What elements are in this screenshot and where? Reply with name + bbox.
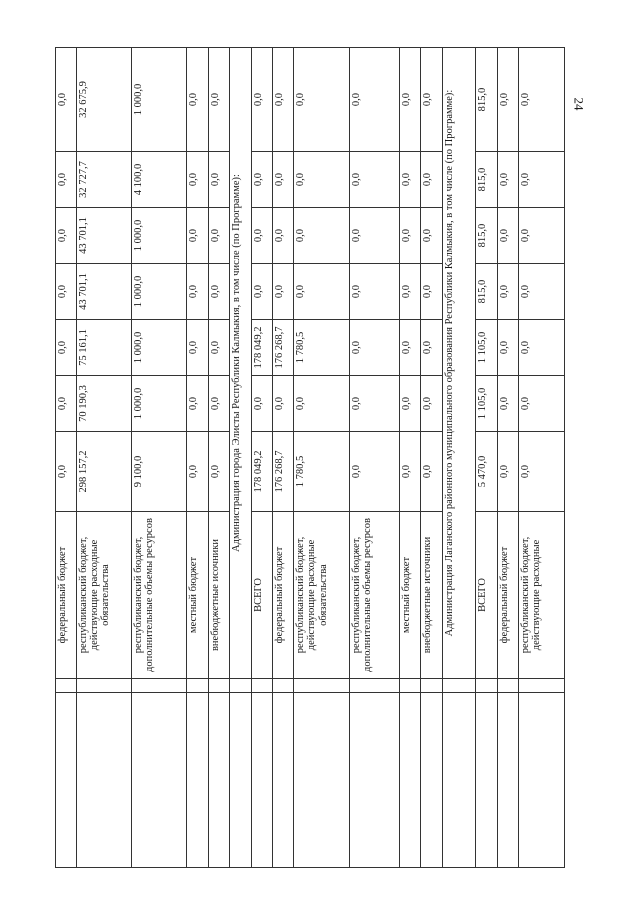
amount-cell: 0,0 [187, 208, 208, 264]
table-row [294, 48, 349, 868]
amount-cell: 43 701,1 [77, 264, 132, 320]
amount-cell: 0,0 [497, 264, 518, 320]
amount-cell: 0,0 [251, 208, 272, 264]
amount-cell: 298 157,2 [77, 432, 132, 512]
amount-cell: 176 268,7 [273, 320, 294, 376]
empty-cell [251, 679, 272, 693]
amount-cell: 0,0 [251, 376, 272, 432]
amount-cell: 176 268,7 [273, 432, 294, 512]
amount-cell: 0,0 [421, 320, 442, 376]
empty-cell [77, 679, 132, 693]
amount-cell: 0,0 [187, 320, 208, 376]
amount-cell: 1 000,0 [132, 48, 187, 152]
amount-cell: 815,0 [476, 264, 497, 320]
amount-cell: 0,0 [497, 152, 518, 208]
table-row [251, 48, 272, 868]
amount-cell: 0,0 [349, 320, 399, 376]
amount-cell: 5 470,0 [476, 432, 497, 512]
empty-cell [132, 679, 187, 693]
budget-table [55, 47, 565, 868]
empty-cell [497, 679, 518, 693]
table-row [208, 48, 229, 868]
amount-cell: 9 100,0 [132, 432, 187, 512]
amount-cell: 4 100,0 [132, 152, 187, 208]
empty-cell [476, 679, 497, 693]
amount-cell: 43 701,1 [77, 208, 132, 264]
amount-cell: 815,0 [476, 48, 497, 152]
funding-source-cell: республиканский бюджет, действующие расходные обязательства [294, 512, 349, 679]
section-header: Администрация Лаганского районного муниципального образования Республики Калмыкия, в том числе (по Программе): [442, 48, 476, 679]
empty-cell [208, 693, 229, 868]
amount-cell: 0,0 [208, 264, 229, 320]
amount-cell: 0,0 [294, 376, 349, 432]
table-body [56, 48, 565, 868]
table-row [399, 48, 420, 868]
amount-cell: 0,0 [273, 208, 294, 264]
amount-cell: 0,0 [399, 208, 420, 264]
amount-cell: 0,0 [399, 48, 420, 152]
amount-cell: 0,0 [294, 48, 349, 152]
table-row [273, 48, 294, 868]
funding-source-cell: федеральный бюджет [56, 512, 77, 679]
empty-cell [294, 679, 349, 693]
empty-cell [77, 693, 132, 868]
empty-cell [187, 693, 208, 868]
amount-cell: 0,0 [399, 376, 420, 432]
amount-cell: 0,0 [421, 208, 442, 264]
amount-cell: 0,0 [208, 432, 229, 512]
amount-cell: 1 780,5 [294, 432, 349, 512]
funding-source-cell: федеральный бюджет [497, 512, 518, 679]
empty-cell [56, 693, 77, 868]
amount-cell: 0,0 [349, 376, 399, 432]
amount-cell: 70 190,3 [77, 376, 132, 432]
amount-cell: 0,0 [421, 48, 442, 152]
empty-cell [399, 693, 420, 868]
amount-cell: 0,0 [421, 376, 442, 432]
empty-cell [132, 693, 187, 868]
amount-cell: 0,0 [294, 264, 349, 320]
amount-cell: 0,0 [349, 208, 399, 264]
amount-cell: 0,0 [208, 48, 229, 152]
funding-source-cell: федеральный бюджет [273, 512, 294, 679]
table-row [519, 48, 565, 868]
amount-cell: 0,0 [497, 48, 518, 152]
amount-cell: 0,0 [399, 264, 420, 320]
empty-cell [349, 693, 399, 868]
amount-cell: 0,0 [349, 432, 399, 512]
amount-cell: 0,0 [208, 208, 229, 264]
amount-cell: 0,0 [187, 48, 208, 152]
empty-cell [187, 679, 208, 693]
amount-cell: 32 675,9 [77, 48, 132, 152]
empty-cell [230, 693, 251, 868]
section-header: Администрация города Элисты Республики Калмыкия, в том числе (по Программе): [230, 48, 251, 679]
amount-cell: 0,0 [399, 432, 420, 512]
amount-cell: 0,0 [56, 432, 77, 512]
amount-cell: 0,0 [497, 376, 518, 432]
amount-cell: 0,0 [519, 152, 565, 208]
amount-cell: 0,0 [273, 376, 294, 432]
amount-cell: 0,0 [399, 152, 420, 208]
empty-cell [421, 679, 442, 693]
amount-cell: 32 727,7 [77, 152, 132, 208]
amount-cell: 0,0 [349, 264, 399, 320]
amount-cell: 75 161,1 [77, 320, 132, 376]
amount-cell: 0,0 [294, 152, 349, 208]
funding-source-cell: республиканский бюджет, действующие расходные обязательства [77, 512, 132, 679]
amount-cell: 815,0 [476, 152, 497, 208]
amount-cell: 0,0 [56, 376, 77, 432]
amount-cell: 0,0 [519, 208, 565, 264]
table-row [349, 48, 399, 868]
empty-cell [294, 693, 349, 868]
amount-cell: 0,0 [56, 320, 77, 376]
empty-cell [421, 693, 442, 868]
amount-cell: 0,0 [251, 152, 272, 208]
amount-cell: 1 000,0 [132, 264, 187, 320]
funding-source-cell: ВСЕГО [476, 512, 497, 679]
amount-cell: 0,0 [187, 152, 208, 208]
amount-cell: 0,0 [294, 208, 349, 264]
amount-cell: 0,0 [187, 264, 208, 320]
amount-cell: 0,0 [349, 152, 399, 208]
empty-cell [442, 679, 476, 693]
amount-cell: 1 105,0 [476, 320, 497, 376]
amount-cell: 0,0 [208, 376, 229, 432]
amount-cell: 0,0 [187, 432, 208, 512]
amount-cell: 1 000,0 [132, 320, 187, 376]
empty-cell [273, 679, 294, 693]
amount-cell: 0,0 [399, 320, 420, 376]
amount-cell: 0,0 [251, 264, 272, 320]
empty-cell [476, 693, 497, 868]
amount-cell: 0,0 [519, 432, 565, 512]
amount-cell: 0,0 [497, 432, 518, 512]
rotated-table-container [55, 48, 565, 868]
amount-cell: 0,0 [56, 152, 77, 208]
amount-cell: 1 000,0 [132, 208, 187, 264]
amount-cell: 0,0 [421, 264, 442, 320]
empty-cell [208, 679, 229, 693]
empty-cell [251, 693, 272, 868]
table-row [187, 48, 208, 868]
funding-source-cell: республиканский бюджет, дополнительные объемы ресурсов [349, 512, 399, 679]
empty-cell [497, 693, 518, 868]
funding-source-cell: ВСЕГО [251, 512, 272, 679]
table-row [476, 48, 497, 868]
empty-cell [399, 679, 420, 693]
amount-cell: 0,0 [519, 264, 565, 320]
section-row [442, 48, 476, 868]
table-row [421, 48, 442, 868]
table-row [132, 48, 187, 868]
amount-cell: 0,0 [56, 208, 77, 264]
amount-cell: 0,0 [421, 432, 442, 512]
table-row [497, 48, 518, 868]
amount-cell: 0,0 [208, 320, 229, 376]
amount-cell: 0,0 [251, 48, 272, 152]
funding-source-cell: внебюджетные исочники [208, 512, 229, 679]
section-row [230, 48, 251, 868]
funding-source-cell: местный бюджет [187, 512, 208, 679]
empty-cell [519, 679, 565, 693]
amount-cell: 0,0 [187, 376, 208, 432]
amount-cell: 178 049,2 [251, 432, 272, 512]
empty-cell [56, 679, 77, 693]
empty-cell [273, 693, 294, 868]
amount-cell: 815,0 [476, 208, 497, 264]
empty-cell [519, 693, 565, 868]
amount-cell: 0,0 [56, 264, 77, 320]
page-number: 24 [571, 97, 587, 111]
empty-cell [349, 679, 399, 693]
amount-cell: 0,0 [349, 48, 399, 152]
funding-source-cell: республиканский бюджет, действующие расходные [519, 512, 565, 679]
amount-cell: 178 049,2 [251, 320, 272, 376]
amount-cell: 0,0 [273, 48, 294, 152]
funding-source-cell: внебюджетные источники [421, 512, 442, 679]
amount-cell: 1 000,0 [132, 376, 187, 432]
amount-cell: 1 780,5 [294, 320, 349, 376]
amount-cell: 0,0 [519, 48, 565, 152]
empty-cell [442, 693, 476, 868]
funding-source-cell: местный бюджет [399, 512, 420, 679]
empty-cell [230, 679, 251, 693]
amount-cell: 0,0 [273, 152, 294, 208]
amount-cell: 0,0 [421, 152, 442, 208]
amount-cell: 1 105,0 [476, 376, 497, 432]
table-row [56, 48, 77, 868]
amount-cell: 0,0 [497, 320, 518, 376]
amount-cell: 0,0 [519, 320, 565, 376]
table-row [77, 48, 132, 868]
amount-cell: 0,0 [208, 152, 229, 208]
amount-cell: 0,0 [273, 264, 294, 320]
amount-cell: 0,0 [497, 208, 518, 264]
amount-cell: 0,0 [56, 48, 77, 152]
funding-source-cell: республиканский бюджет, дополнительные объемы ресурсов [132, 512, 187, 679]
amount-cell: 0,0 [519, 376, 565, 432]
